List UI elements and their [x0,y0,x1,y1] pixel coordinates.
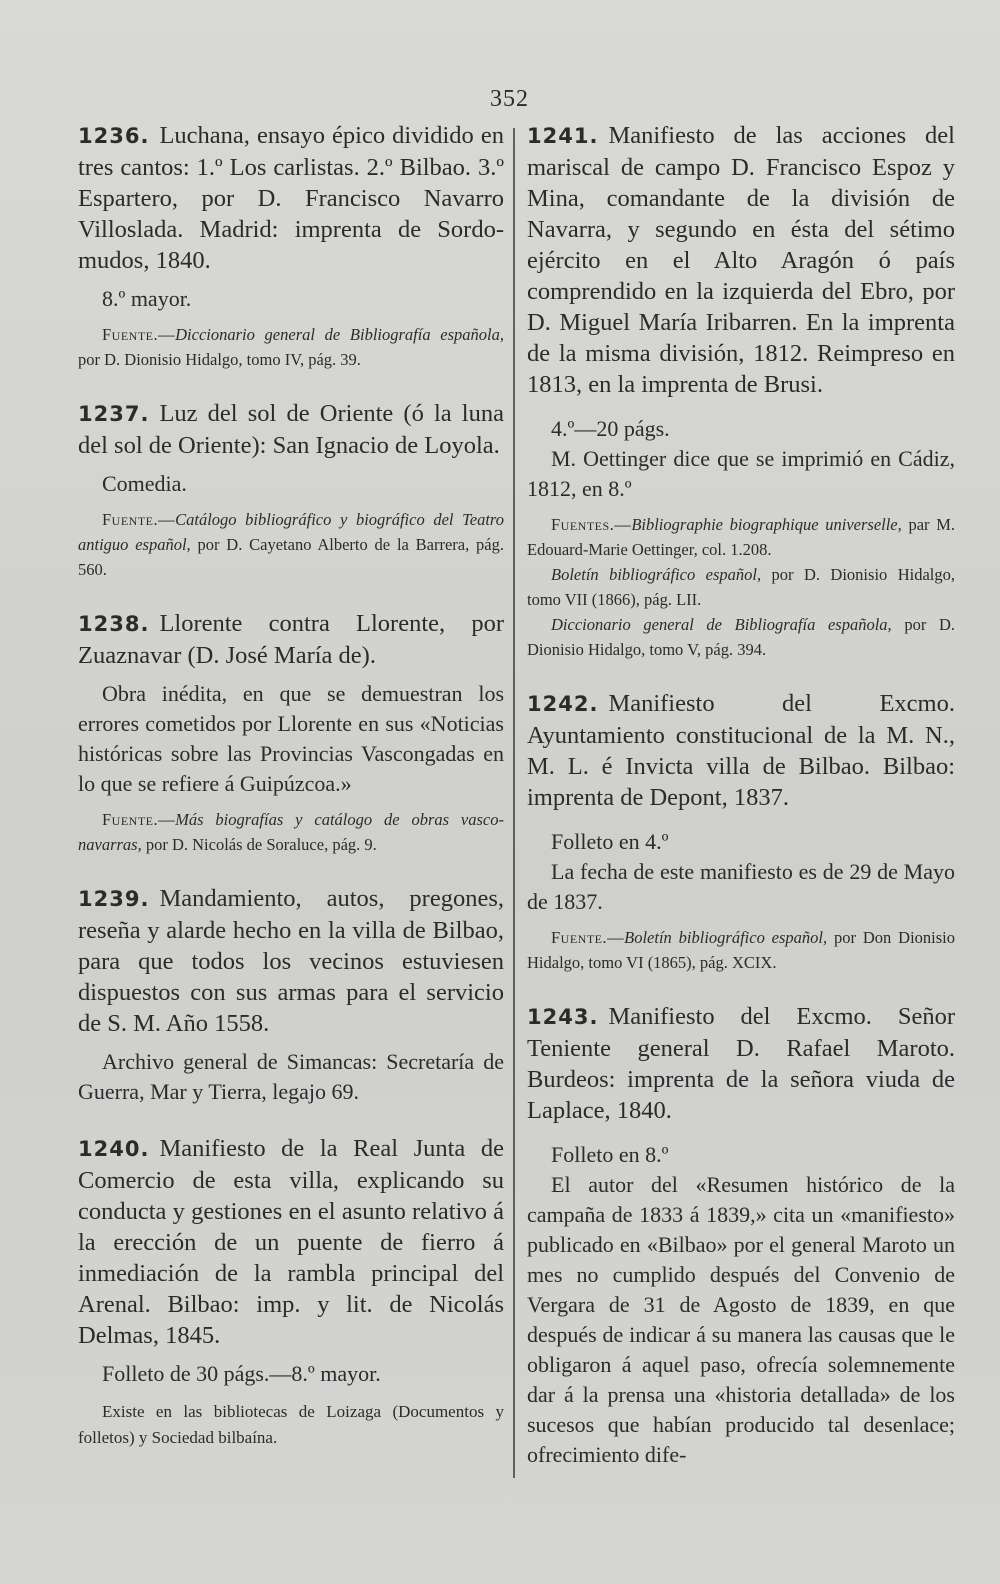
source-label: Fuente.— [102,325,176,344]
right-column [527,120,955,1496]
source-detail: por D. Dionisio Hidalgo, tomo V, pág. 394. [527,615,955,659]
entry-heading [527,1001,955,1126]
entry-number: 1240. [78,1137,150,1161]
entry-source [527,925,955,975]
entry-source [78,507,504,582]
source-detail: por D. Cayetano Alberto de la Barrera, pág. 560. [78,535,504,579]
entry-title: Manifiesto de la Real Junta de Comercio de esta villa, explicando su conducta y gestiones en el asunto relativo á la erección de un puente de fierro á inmediación de la rambla principal del Arenal. Bilbao: imp. y lit. de Nicolás Delmas, 1845. [78,1135,504,1349]
entry-number: 1242. [527,692,599,716]
source-detail: por D. Dionisio Hidalgo, tomo VII (1866), pág. LII. [527,565,955,609]
entry-1240 [78,1133,504,1451]
entry-title: Mandamiento, autos, pregones, reseña y alarde hecho en la villa de Bilbao, para que todos los vecinos estuviesen dispuestos con sus armas para el servicio de S. M. Año 1558. [78,885,504,1037]
source-label: Fuentes.— [551,515,632,534]
source-detail: par M. Edouard-Marie Oettinger, col. 1.208. [527,515,955,559]
entry-1238 [78,608,504,857]
entry-title: Llorente contra Llorente, por Zuaznavar (D. José María de). [78,610,504,669]
entry-number: 1239. [78,887,150,911]
entry-format: 4.º—20 págs. [551,416,670,441]
entry-source [527,612,955,662]
entry-title: Luz del sol de Oriente (ó la luna del sol de Oriente): San Ignacio de Loyola. [78,400,504,459]
source-title: Boletín bibliográfico español, [551,565,762,584]
entry-heading [78,608,504,671]
entry-small-note: Existe en las bibliotecas de Loizaga (Documentos y folletos) y Sociedad bilbaína. [78,1402,504,1447]
entry-heading [78,883,504,1039]
entry-note: La fecha de este manifiesto es de 29 de Mayo de 1837. [527,859,955,914]
entry-format: Folleto en 8.º [551,1142,669,1167]
entry-heading [527,688,955,813]
entry-source [527,512,955,562]
entry-number: 1236. [78,124,150,148]
source-title: Catálogo bibliográfico y biográfico del Teatro antiguo español, [78,510,504,554]
source-title: Boletín bibliográfico español, [624,928,828,947]
entry-number: 1237. [78,402,150,426]
entry-title: Manifiesto del Excmo. Ayuntamiento constitucional de la M. N., M. L. é Invicta villa de Bilbao. Bilbao: imprenta de Depont, 1837. [527,690,955,811]
entry-heading [78,120,504,276]
entry-note: Archivo general de Simancas: Secretaría de Guerra, Mar y Tierra, legajo 69. [78,1049,504,1104]
source-detail: por D. Nicolás de Soraluce, pág. 9. [141,835,377,854]
column-divider [513,128,515,1478]
entry-title: Manifiesto del Excmo. Señor Teniente general D. Rafael Maroto. Burdeos: imprenta de la señora viuda de Laplace, 1840. [527,1003,955,1124]
source-detail: por D. Dionisio Hidalgo, tomo IV, pág. 39. [78,350,361,369]
source-label: Fuente.— [102,810,176,829]
source-title: Más biografías y catálogo de obras vasco-navarras, [78,810,504,854]
entry-number: 1238. [78,612,150,636]
entry-source [78,807,504,857]
entry-format: Comedia. [102,471,187,496]
entry-title: Manifiesto de las acciones del mariscal de campo D. Francisco Espoz y Mina, comandante de la división de Navarra, y segundo en ésta del sétimo ejército en el Alto Aragón ó país comprendido en la izquierda del Ebro, por D. Miguel María Iribarren. En la imprenta de la misma división, 1812. Reimpreso en 1813, en la imprenta de Brusi. [527,122,955,398]
left-column [78,120,504,1477]
entry-1242 [527,688,955,975]
source-label: Fuente.— [102,510,176,529]
source-title: Diccionario general de Bibliografía española, [175,325,504,344]
entry-source [527,562,955,612]
entry-1239 [78,883,504,1107]
entry-title: Luchana, ensayo épico dividido en tres cantos: 1.º Los carlistas. 2.º Bilbao. 3.º Espartero, por D. Francisco Navarro Villoslada. Madrid: imprenta de Sordo-mudos, 1840. [78,122,504,274]
entry-heading [78,398,504,461]
entry-note: Obra inédita, en que se demuestran los errores cometidos por Llorente en sus «Noticias históricas sobre las Provincias Vascongadas en lo que se refiere á Guipúzcoa.» [78,681,504,796]
entry-format: Folleto en 4.º [551,829,669,854]
source-label: Fuente.— [551,928,625,947]
entry-1243 [527,1001,955,1470]
entry-number: 1243. [527,1005,599,1029]
page-number: 352 [490,86,529,112]
entry-1236 [78,120,504,372]
source-title: Diccionario general de Bibliografía española, [551,615,892,634]
entry-1237 [78,398,504,582]
entry-heading [527,120,955,400]
source-title: Bibliographie biographique universelle, [631,515,902,534]
entry-format: 8.º mayor. [102,286,192,311]
entry-1241 [527,120,955,662]
entry-number: 1241. [527,124,599,148]
entry-format: Folleto de 30 págs.—8.º mayor. [102,1361,381,1386]
entry-heading [78,1133,504,1351]
entry-note: El autor del «Resumen histórico de la campaña de 1833 á 1839,» cita un «manifiesto» publicado en «Bilbao» por el general Maroto un mes no cumplido después del Convenio de Vergara de 31 de Agosto de 1839, en que después de indicar á su manera las causas que le obligaron á aquel paso, ofrecía solemnemente dar á la prensa una «historia detallada» de los sucesos que habían producido tal desenlace; ofrecimiento dife- [527,1172,955,1467]
source-detail: por Don Dionisio Hidalgo, tomo VI (1865), pág. XCIX. [527,928,955,972]
entry-note: M. Oettinger dice que se imprimió en Cádiz, 1812, en 8.º [527,446,955,501]
entry-source [78,322,504,372]
